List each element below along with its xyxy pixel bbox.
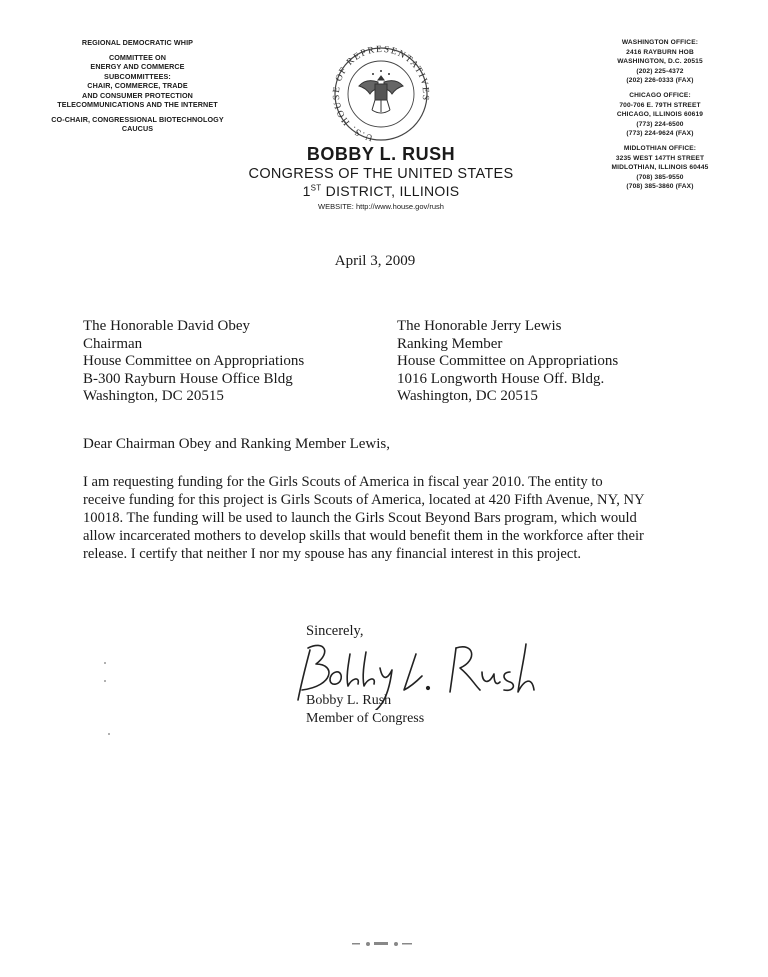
recipient-lewis xyxy=(397,318,618,406)
subcommittee-line: TELECOMMUNICATIONS AND THE INTERNET xyxy=(57,100,218,109)
subcommittee-line: CHAIR, COMMERCE, TRADE xyxy=(87,81,188,90)
closing: Sincerely, xyxy=(306,623,364,639)
caucus-line: CO-CHAIR, CONGRESSIONAL BIOTECHNOLOGY xyxy=(51,114,224,124)
body-line: receive funding for this project is Girls Scouts of America, located at 420 Fifth Avenue, NY, NY xyxy=(83,492,645,508)
recipient-obey xyxy=(83,318,304,406)
midlothian-office-phone: (708) 385-9550 xyxy=(636,173,684,181)
body-line: allow incarcerated mothers to develop skills that would benefit them in the workforce after their xyxy=(83,528,644,544)
scan-speck xyxy=(104,662,106,664)
scan-speck xyxy=(108,733,110,735)
recipient-city: Washington, DC 20515 xyxy=(83,388,224,404)
chicago-office-label: CHICAGO OFFICE: xyxy=(629,91,691,99)
district-suffix: ST xyxy=(310,183,322,193)
signer-name: Bobby L. Rush xyxy=(306,693,392,708)
caucus-line: CAUCUS xyxy=(121,124,154,133)
chicago-office-fax: (773) 224-9624 (FAX) xyxy=(626,130,694,138)
district-text: DISTRICT, ILLINOIS xyxy=(321,183,460,199)
letter-date: April 3, 2009 xyxy=(334,253,416,269)
salutation: Dear Chairman Obey and Ranking Member Lewis, xyxy=(83,436,390,452)
recipient-title: Ranking Member xyxy=(397,335,503,352)
washington-office-line: WASHINGTON, D.C. 20515 xyxy=(617,58,703,66)
seal-text: U.S. HOUSE OF REPRESENTATIVES xyxy=(331,44,431,143)
body-line: release. I certify that neither I nor my spouse has any financial interest in this project. xyxy=(83,546,582,562)
chicago-office-line: CHICAGO, ILLINOIS 60619 xyxy=(616,111,704,119)
district-line xyxy=(246,183,516,199)
recipient-committee: House Committee on Appropriations xyxy=(397,353,619,369)
whip-title: REGIONAL DEMOCRATIC WHIP xyxy=(81,38,194,47)
recipient-city: Washington, DC 20515 xyxy=(397,388,538,404)
chicago-office-line: 700-706 E. 79TH STREET xyxy=(619,101,701,109)
body-line: 10018. The funding will be used to launch the Girls Scout Beyond Bars program, which would xyxy=(83,510,637,526)
recipient-name: The Honorable David Obey xyxy=(83,318,251,334)
recipient-committee: House Committee on Appropriations xyxy=(83,353,305,369)
subcommittee-line: AND CONSUMER PROTECTION xyxy=(82,90,193,100)
letter-body xyxy=(83,473,683,563)
recipient-name: The Honorable Jerry Lewis xyxy=(397,318,562,334)
recipient-address: B-300 Rayburn House Office Bldg xyxy=(83,370,293,387)
recipient-address: 1016 Longworth House Off. Bldg. xyxy=(397,370,605,387)
committee-label: COMMITTEE ON xyxy=(108,52,167,62)
congress-line: CONGRESS OF THE UNITED STATES xyxy=(248,166,514,182)
recipient-title: Chairman xyxy=(83,335,143,352)
signer-title: Member of Congress xyxy=(306,711,425,726)
washington-office-label: WASHINGTON OFFICE: xyxy=(621,39,699,46)
midlothian-office-fax: (708) 385-3860 (FAX) xyxy=(626,183,694,191)
committee-name: ENERGY AND COMMERCE xyxy=(90,62,185,71)
member-name: BOBBY L. RUSH xyxy=(306,144,456,164)
recycled-paper-mark-icon xyxy=(346,940,426,948)
washington-office-fax: (202) 226-0333 (FAX) xyxy=(626,77,694,85)
midlothian-office-label: MIDLOTHIAN OFFICE: xyxy=(623,144,697,152)
washington-office-line: 2416 RAYBURN HOB xyxy=(626,48,694,56)
subcommittees-label: SUBCOMMITTEES: xyxy=(104,71,171,81)
midlothian-office-line: 3235 WEST 147TH STREET xyxy=(615,154,705,162)
midlothian-office-line: MIDLOTHIAN, ILLINOIS 60445 xyxy=(611,164,709,172)
letterhead-committees xyxy=(30,38,245,134)
house-seal-icon xyxy=(326,44,436,144)
scan-speck xyxy=(104,680,106,682)
district-number: 1 xyxy=(302,183,311,199)
chicago-office-phone: (773) 224-6500 xyxy=(636,120,684,128)
washington-office-phone: (202) 225-4372 xyxy=(636,67,684,75)
website-line: WEBSITE: http://www.house.gov/rush xyxy=(318,202,444,211)
body-line: I am requesting funding for the Girls Scouts of America in fiscal year 2010. The entity to xyxy=(83,474,603,490)
letterhead-offices xyxy=(585,38,735,192)
